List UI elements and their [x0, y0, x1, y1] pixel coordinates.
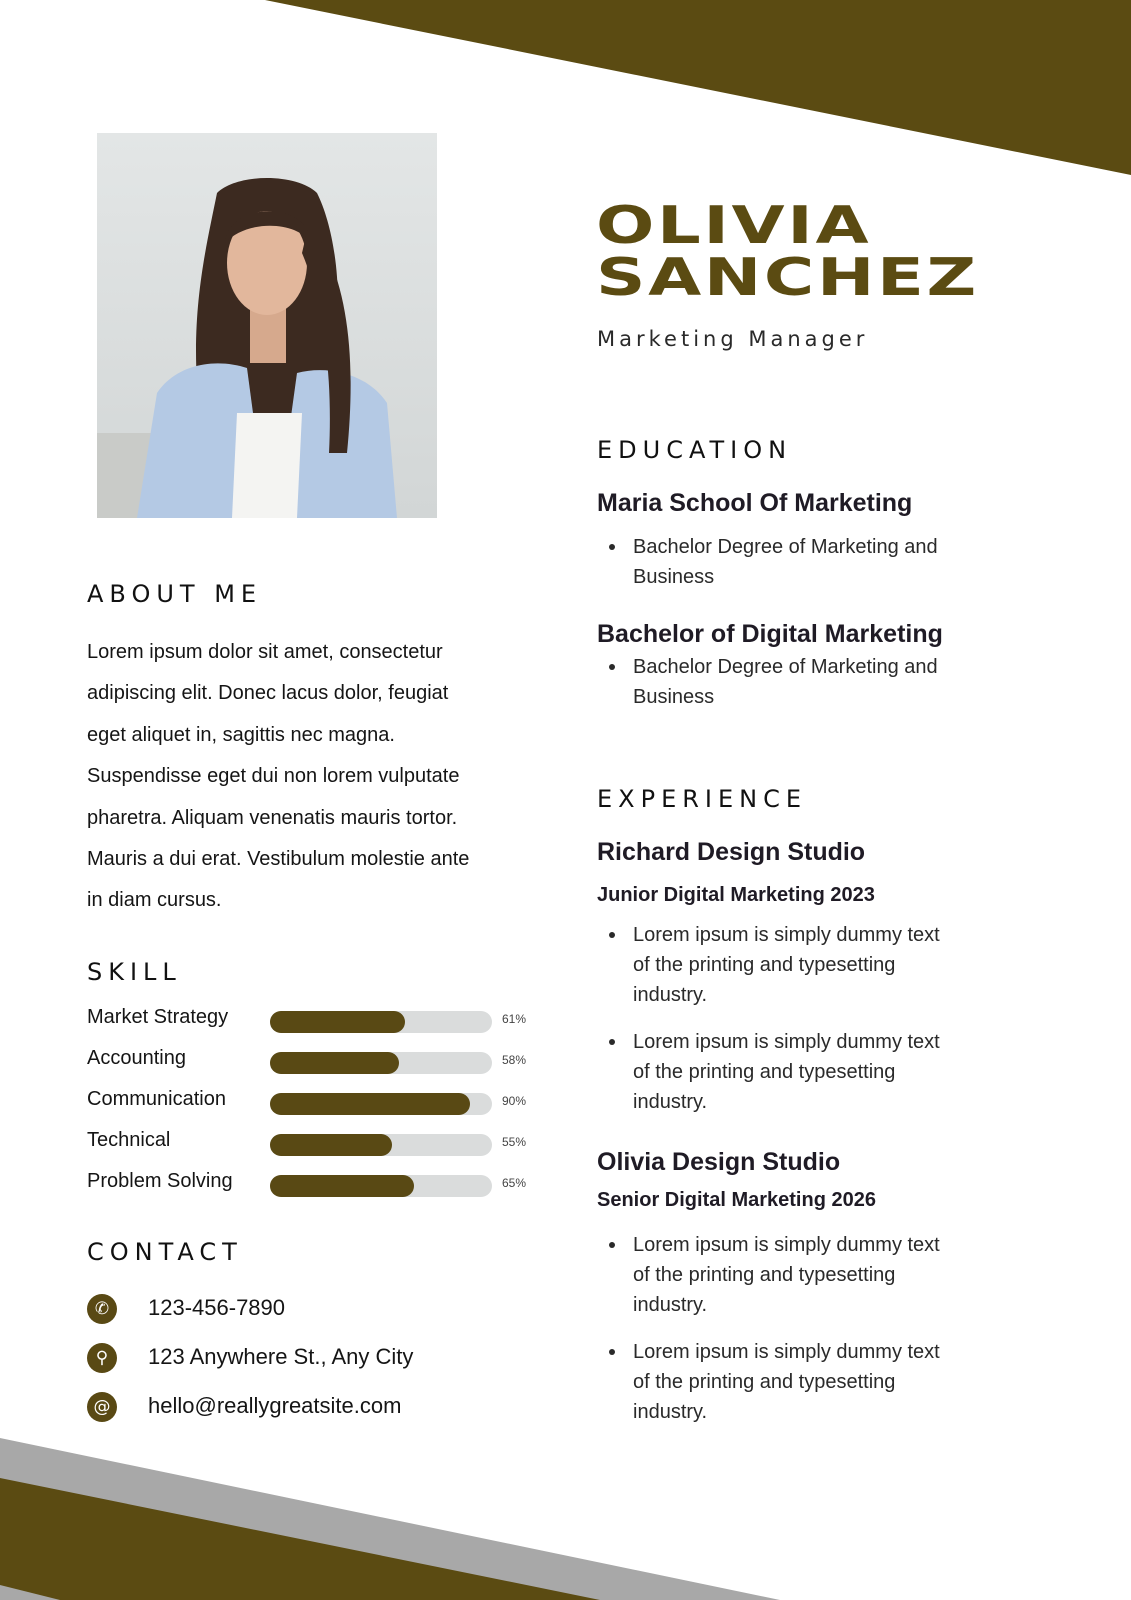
- skill-row: [87, 1128, 547, 1169]
- skill-label: Market Strategy: [87, 1006, 229, 1028]
- list-item: Bachelor Degree of Marketing and Business: [597, 532, 947, 592]
- list-item: Bachelor Degree of Marketing and Business: [597, 652, 947, 712]
- skill-bar-fill: [270, 1011, 405, 1033]
- education-school: Bachelor of Digital Marketing: [597, 620, 943, 648]
- phone-icon: ✆: [87, 1294, 117, 1324]
- experience-company: Olivia Design Studio: [597, 1148, 841, 1176]
- job-title: Marketing Manager: [597, 327, 869, 351]
- skill-row: [87, 1005, 547, 1046]
- skill-bar-fill: [270, 1134, 392, 1156]
- last-name: SANCHEZ: [596, 248, 979, 308]
- skill-bar-fill: [270, 1175, 414, 1197]
- skill-label: Accounting: [87, 1047, 186, 1069]
- phone-number[interactable]: 123-456-7890: [148, 1295, 286, 1320]
- skill-bar-track: [270, 1011, 492, 1033]
- skill-bar-track: [270, 1175, 492, 1197]
- list-item: Lorem ipsum is simply dummy text of the printing and typesetting industry.: [597, 1027, 947, 1117]
- skill-label: Problem Solving: [87, 1170, 233, 1192]
- experience-role: Junior Digital Marketing 2023: [597, 884, 875, 906]
- about-heading: ABOUT ME: [87, 580, 263, 608]
- email-link[interactable]: hello@reallygreatsite.com: [148, 1393, 402, 1418]
- about-text: [87, 632, 507, 922]
- at-sign-icon: @: [87, 1392, 117, 1422]
- skill-label: Communication: [87, 1088, 226, 1110]
- education-heading: EDUCATION: [597, 436, 793, 464]
- skill-bar-track: [270, 1093, 492, 1115]
- full-name: [596, 196, 979, 308]
- about-line: in diam cursus.: [87, 889, 222, 912]
- experience-bullets: [597, 1230, 947, 1427]
- contact-heading: CONTACT: [87, 1238, 243, 1266]
- first-name: OLIVIA: [596, 196, 872, 256]
- skill-bar-fill: [270, 1093, 470, 1115]
- skill-percent: 55%: [502, 1135, 527, 1149]
- about-line: adipiscing elit. Donec lacus dolor, feugiat: [87, 682, 449, 705]
- education-bullets: [597, 532, 947, 592]
- skill-bar-track: [270, 1052, 492, 1074]
- education-bullets: [597, 652, 947, 712]
- skill-percent: 90%: [502, 1094, 527, 1108]
- about-line: Suspendisse eget dui non lorem vulputate: [87, 765, 460, 788]
- experience-heading: EXPERIENCE: [597, 785, 808, 813]
- skill-percent: 58%: [502, 1053, 527, 1067]
- experience-bullets: [597, 920, 947, 1117]
- skill-heading: SKILL: [87, 958, 182, 986]
- skill-row: [87, 1087, 547, 1128]
- experience-company: Richard Design Studio: [597, 838, 866, 866]
- location-pin-icon: ⚲: [87, 1343, 117, 1373]
- skill-row: [87, 1046, 547, 1087]
- education-school: Maria School Of Marketing: [597, 489, 913, 517]
- about-line: Mauris a dui erat. Vestibulum molestie ante: [87, 848, 470, 871]
- about-line: Lorem ipsum dolor sit amet, consectetur: [87, 641, 443, 663]
- experience-role: Senior Digital Marketing 2026: [597, 1189, 876, 1211]
- list-item: Lorem ipsum is simply dummy text of the printing and typesetting industry.: [597, 1230, 947, 1320]
- skill-label: Technical: [87, 1129, 171, 1151]
- list-item: Lorem ipsum is simply dummy text of the printing and typesetting industry.: [597, 1337, 947, 1427]
- about-line: eget aliquet in, sagittis nec magna.: [87, 723, 395, 746]
- profile-photo: [97, 133, 437, 518]
- skill-bar-fill: [270, 1052, 399, 1074]
- skill-row: [87, 1169, 547, 1210]
- address: 123 Anywhere St., Any City: [148, 1344, 414, 1369]
- skill-list: [87, 1005, 547, 1210]
- list-item: Lorem ipsum is simply dummy text of the printing and typesetting industry.: [597, 920, 947, 1010]
- skill-percent: 61%: [502, 1012, 527, 1026]
- skill-percent: 65%: [502, 1176, 527, 1190]
- about-line: pharetra. Aliquam venenatis mauris tortor.: [87, 806, 458, 829]
- skill-bar-track: [270, 1134, 492, 1156]
